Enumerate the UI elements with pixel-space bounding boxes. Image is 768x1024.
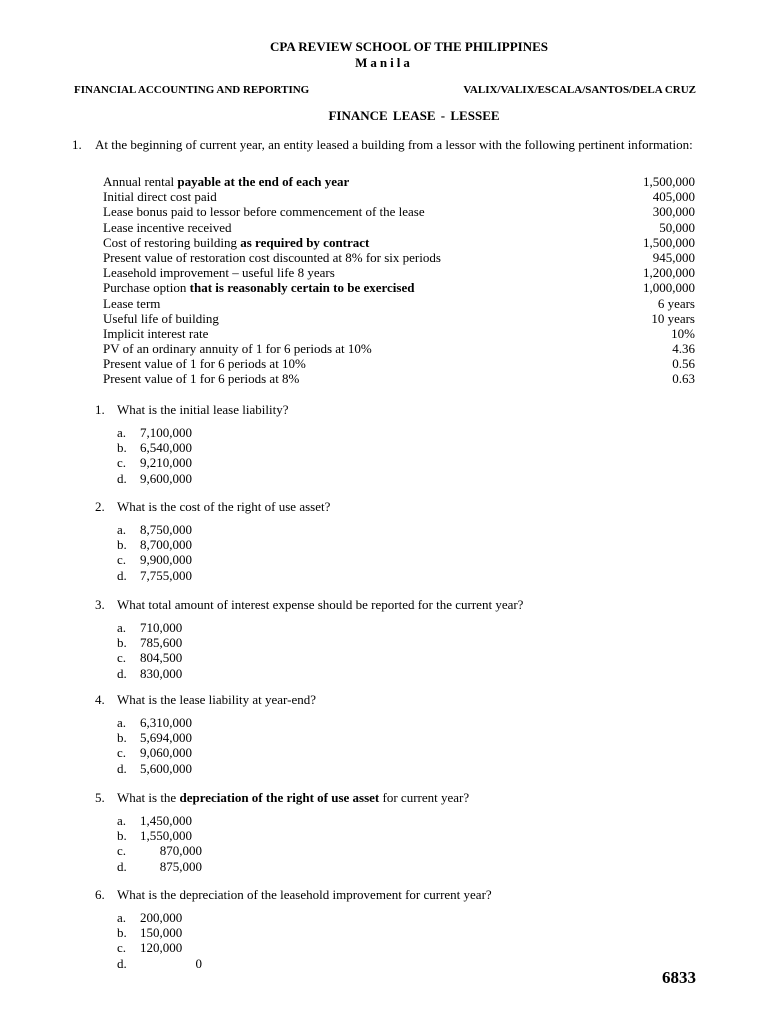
info-row	[103, 220, 695, 235]
choice-letter: d.	[117, 760, 127, 776]
answer-choice	[117, 620, 715, 635]
choice-value: 6,310,000	[140, 715, 192, 730]
info-value: 405,000	[652, 189, 695, 205]
info-label-text: Lease incentive received	[103, 219, 232, 235]
page-number: 6833	[662, 968, 696, 987]
info-label-text: Purchase option	[103, 280, 190, 296]
question-text-part: What is the lease liability at year-end?	[117, 692, 316, 707]
choice-value: 9,060,000	[140, 745, 192, 761]
question-text-part: What is the	[117, 790, 180, 805]
question-block	[95, 499, 715, 583]
answer-choice	[117, 730, 715, 745]
info-row	[103, 265, 695, 280]
answer-choice	[117, 828, 715, 843]
answer-choice	[117, 425, 715, 440]
info-row	[103, 326, 695, 341]
info-label-emphasis: payable at the end of each year	[177, 174, 350, 189]
info-label	[103, 326, 208, 341]
choice-value: 120,000	[140, 940, 183, 956]
answer-choice	[117, 522, 715, 537]
answer-choice	[117, 859, 715, 874]
info-value: 300,000	[652, 204, 695, 220]
answer-choices	[117, 522, 715, 583]
choice-value: 150,000	[140, 925, 183, 941]
answer-choice	[117, 537, 715, 552]
choice-letter: d.	[117, 665, 127, 681]
info-value: 10%	[671, 325, 695, 341]
choice-letter: c.	[117, 745, 127, 761]
question-text	[117, 790, 469, 806]
question-header	[95, 597, 715, 613]
info-label-text: Annual rental	[103, 174, 178, 189]
question-header	[95, 790, 715, 806]
info-label	[103, 235, 369, 250]
info-label	[103, 356, 306, 371]
answer-choices	[117, 813, 715, 874]
question-number: 3.	[95, 597, 105, 612]
document-title: FINANCE LEASE - LESSEE	[328, 108, 500, 123]
info-label-text: Present value of 1 for 6 periods at 10%	[103, 356, 306, 372]
choice-letter: a.	[117, 425, 127, 440]
answer-choice	[117, 650, 715, 665]
choice-value: 8,750,000	[140, 522, 192, 537]
info-value: 1,000,000	[643, 280, 695, 296]
info-row	[103, 371, 695, 386]
info-value: 0.56	[672, 356, 695, 372]
choice-value: 830,000	[140, 665, 183, 681]
info-label	[103, 189, 217, 204]
choice-letter: c.	[117, 552, 127, 568]
info-label-text: Useful life of building	[103, 310, 219, 326]
answer-choice	[117, 761, 715, 776]
answer-choice	[117, 568, 715, 583]
info-row	[103, 204, 695, 219]
answer-choice	[117, 635, 715, 650]
question-header	[95, 887, 715, 903]
info-label-text: Lease term	[103, 295, 161, 311]
info-row	[103, 235, 695, 250]
info-label-text: Present value of restoration cost discounted at 8% for six periods	[103, 249, 441, 265]
choice-value: 9,210,000	[140, 455, 192, 471]
choice-value: 1,550,000	[140, 828, 192, 844]
info-value: 1,200,000	[643, 265, 695, 281]
problem-statement: At the beginning of current year, an entity leased a building from a lessor with the following pertinent information:	[95, 137, 693, 152]
answer-choice	[117, 813, 715, 828]
question-block	[95, 790, 715, 874]
answer-choice	[117, 455, 715, 470]
question-text-emphasis: depreciation of the right of use asset	[179, 790, 380, 805]
answer-choices	[117, 910, 715, 971]
choice-letter: a.	[117, 715, 127, 730]
info-row	[103, 250, 695, 265]
info-label	[103, 296, 160, 311]
question-number: 1.	[95, 402, 105, 417]
info-label	[103, 371, 299, 386]
choice-value: 870,000	[159, 843, 202, 859]
answer-choice	[117, 745, 715, 760]
question-text	[117, 597, 523, 613]
question-text-part: What total amount of interest expense should be reported for the current year?	[117, 597, 524, 612]
choice-value: 0	[195, 955, 202, 971]
choice-value: 5,600,000	[140, 760, 192, 776]
answer-choices	[117, 715, 715, 776]
problem-info-table	[103, 174, 695, 387]
choice-letter: c.	[117, 455, 127, 471]
choice-letter: d.	[117, 567, 127, 583]
choice-value: 1,450,000	[140, 813, 192, 828]
info-label	[103, 204, 425, 219]
answer-choices	[117, 425, 715, 486]
choice-letter: a.	[117, 522, 127, 537]
answer-choice	[117, 910, 715, 925]
info-label-text: Implicit interest rate	[103, 325, 209, 341]
question-block	[95, 597, 715, 681]
choice-letter: c.	[117, 650, 127, 666]
question-text-part: for current year?	[379, 790, 470, 805]
info-label-text: Present value of 1 for 6 periods at 8%	[103, 371, 300, 387]
question-block	[95, 887, 715, 971]
info-label-text: PV of an ordinary annuity of 1 for 6 periods at 10%	[103, 341, 372, 357]
question-block	[95, 692, 715, 776]
choice-value: 804,500	[140, 650, 183, 666]
info-label	[103, 265, 335, 280]
info-row	[103, 174, 695, 189]
info-value: 1,500,000	[643, 174, 695, 189]
info-label-emphasis: that is reasonably certain to be exercised	[189, 280, 415, 296]
choice-letter: a.	[117, 910, 127, 925]
answer-choice	[117, 471, 715, 486]
question-number: 5.	[95, 790, 105, 805]
choice-value: 875,000	[159, 858, 202, 874]
choice-letter: d.	[117, 955, 127, 971]
choice-letter: a.	[117, 813, 127, 828]
answer-choice	[117, 666, 715, 681]
info-label	[103, 250, 441, 265]
info-value: 4.36	[672, 341, 695, 357]
choice-letter: d.	[117, 858, 127, 874]
info-label	[103, 174, 349, 189]
info-value: 10 years	[651, 310, 695, 326]
info-row	[103, 189, 695, 204]
info-row	[103, 280, 695, 295]
question-number: 6.	[95, 887, 105, 902]
question-text	[117, 887, 492, 903]
choice-value: 785,600	[140, 635, 183, 651]
problem-number: 1.	[72, 137, 82, 152]
choice-letter: b.	[117, 537, 127, 553]
question-block	[95, 402, 715, 486]
city-name: Manila	[355, 55, 413, 70]
info-value: 945,000	[652, 249, 695, 265]
info-value: 50,000	[659, 219, 695, 235]
question-header	[95, 402, 715, 418]
question-text	[117, 499, 330, 515]
choice-letter: d.	[117, 470, 127, 486]
info-label-text: Cost of restoring building	[103, 234, 241, 250]
choice-value: 7,100,000	[140, 425, 192, 440]
info-value: 1,500,000	[643, 234, 695, 250]
choice-letter: c.	[117, 843, 127, 859]
info-label	[103, 220, 231, 235]
question-text	[117, 692, 316, 708]
answer-choices	[117, 620, 715, 681]
choice-value: 5,694,000	[140, 730, 192, 746]
info-value: 6 years	[657, 295, 695, 311]
question-header	[95, 499, 715, 515]
choice-value: 200,000	[140, 910, 183, 925]
subject-name: FINANCIAL ACCOUNTING AND REPORTING	[74, 84, 310, 96]
info-value: 0.63	[672, 371, 695, 387]
info-label	[103, 341, 372, 356]
answer-choice	[117, 552, 715, 567]
answer-choice	[117, 843, 715, 858]
info-row	[103, 341, 695, 356]
info-row	[103, 356, 695, 371]
info-label-text: Initial direct cost paid	[103, 189, 217, 205]
choice-value: 6,540,000	[140, 440, 192, 456]
question-number: 2.	[95, 499, 105, 514]
choice-letter: b.	[117, 730, 127, 746]
answer-choice	[117, 940, 715, 955]
choice-letter: b.	[117, 925, 127, 941]
info-row	[103, 311, 695, 326]
info-label-text: Lease bonus paid to lessor before commencement of the lease	[103, 204, 425, 220]
choice-letter: b.	[117, 440, 127, 456]
info-label-text: Leasehold improvement – useful life 8 years	[103, 265, 335, 281]
info-row	[103, 296, 695, 311]
info-label	[103, 311, 219, 326]
choice-letter: b.	[117, 635, 127, 651]
answer-choice	[117, 956, 715, 971]
choice-value: 9,600,000	[140, 470, 192, 486]
question-text-part: What is the cost of the right of use asset?	[117, 499, 331, 514]
answer-choice	[117, 440, 715, 455]
choice-letter: a.	[117, 620, 127, 635]
answer-choice	[117, 715, 715, 730]
choice-value: 9,900,000	[140, 552, 192, 568]
choice-letter: c.	[117, 940, 127, 956]
question-text-part: What is the depreciation of the leasehold improvement for current year?	[117, 887, 492, 902]
authors: VALIX/VALIX/ESCALA/SANTOS/DELA CRUZ	[463, 84, 696, 96]
question-text-part: What is the initial lease liability?	[117, 402, 289, 417]
info-label-emphasis: as required by contract	[240, 234, 370, 250]
choice-letter: b.	[117, 828, 127, 844]
answer-choice	[117, 925, 715, 940]
choice-value: 8,700,000	[140, 537, 192, 553]
info-label	[103, 280, 414, 295]
question-header	[95, 692, 715, 708]
school-name: CPA REVIEW SCHOOL OF THE PHILIPPINES	[270, 39, 548, 54]
choice-value: 7,755,000	[140, 567, 192, 583]
choice-value: 710,000	[140, 620, 183, 635]
question-text	[117, 402, 288, 418]
question-number: 4.	[95, 692, 105, 707]
